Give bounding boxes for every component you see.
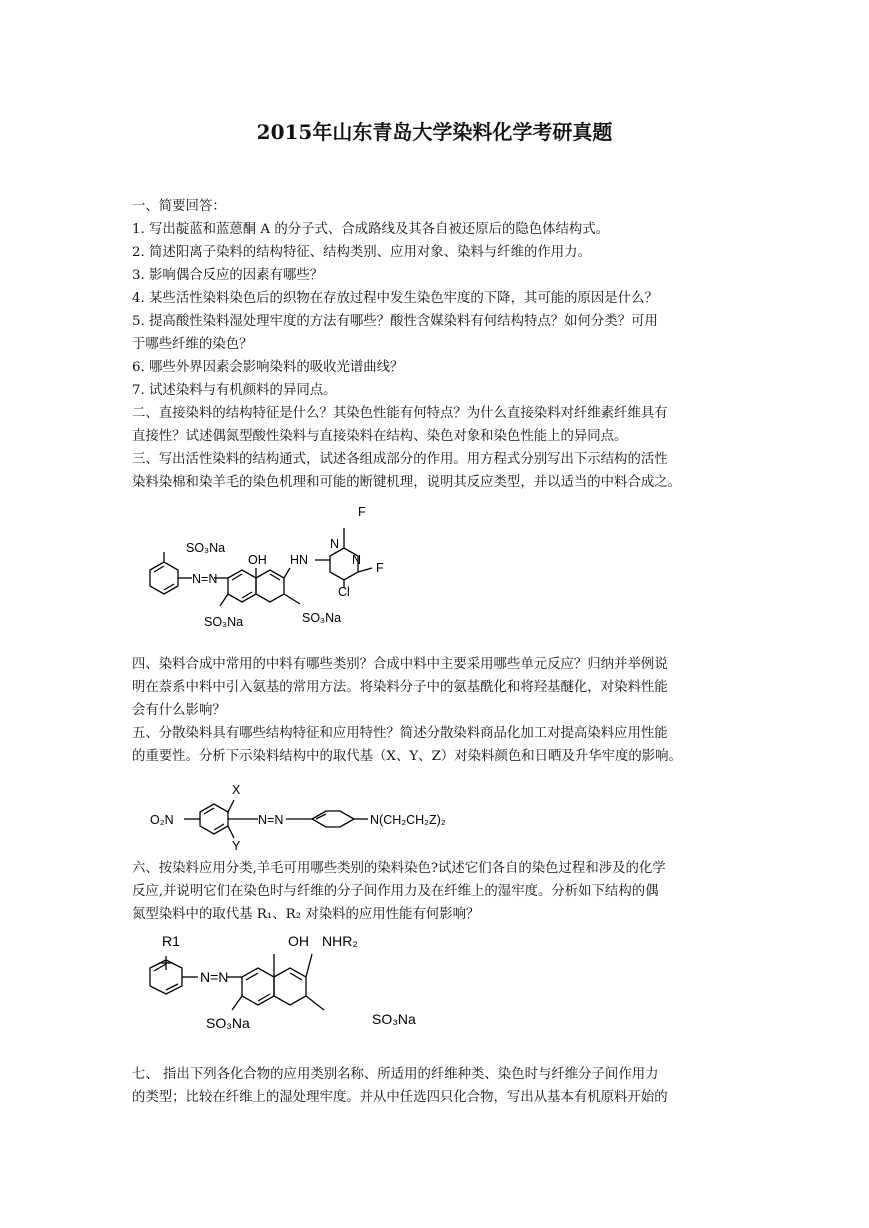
azo-label-2: N=N: [258, 813, 284, 827]
text-line: 二、直接染料的结构特征是什么？其染色性能有何特点？为什么直接染料对纤维素纤维具有: [132, 406, 668, 421]
text-line: 于哪些纤维的染色？: [132, 337, 253, 352]
f-label-1: F: [358, 505, 366, 519]
oh-label-1: OH: [248, 553, 267, 567]
oh-label-2: OH: [288, 933, 309, 949]
text-line: 染料染棉和染羊毛的染色机理和可能的断键机理，说明其反应类型，并以适当的中料合成之。: [132, 475, 682, 490]
azo-label-3: N=N: [200, 969, 229, 985]
nhr2-label: NHR₂: [322, 933, 358, 949]
text-line: 直接性？试述偶氮型酸性染料与直接染料在结构、染色对象和染色性能上的异同点。: [132, 429, 628, 444]
text-line: 氮型染料中的取代基 R₁、R₂ 对染料的应用性能有何影响？: [132, 907, 480, 922]
text-line: 六、按染料应用分类,羊毛可用哪些类别的染料染色?试述它们各自的染色过程和涉及的化学: [132, 861, 666, 876]
so3na-label-4: SO₃Na: [206, 1015, 250, 1031]
text-line: 明在萘系中料中引入氨基的常用方法。将染料分子中的氨基酰化和将羟基醚化，对染料性能: [132, 680, 668, 695]
page-title: 2015年山东青岛大学染料化学考研真题: [256, 120, 613, 144]
text-line: 一、简要回答：: [132, 199, 226, 214]
hn-label-1: HN: [290, 553, 309, 567]
x-label: X: [232, 783, 241, 797]
azo-dye-structure: [140, 930, 440, 1050]
text-line: 的类型；比较在纤维上的湿处理牢度。并从中任选四只化合物，写出从基本有机原料开始的: [132, 1090, 668, 1105]
reactive-dye-structure: [140, 498, 440, 638]
text-line: 1. 写出靛蓝和蓝蒽酮 A 的分子式、合成路线及其各自被还原后的隐色体结构式。: [132, 222, 610, 237]
text-line: 反应,并说明它们在染色时与纤维的分子间作用力及在纤维上的湿牢度。分析如下结构的偶: [132, 884, 659, 899]
r1-label: R1: [162, 933, 180, 949]
text-line: 会有什么影响？: [132, 703, 226, 718]
text-line: 四、染料合成中常用的中料有哪些类别？合成中料中主要采用哪些单元反应？归纳并举例说: [132, 657, 668, 672]
so3na-label-2: SO₃Na: [204, 615, 244, 629]
n-label-2: N: [352, 553, 362, 567]
so3na-label-3: SO₃Na: [302, 611, 342, 625]
y-label: Y: [232, 839, 241, 853]
text-line: 3. 影响偶合反应的因素有哪些？: [132, 268, 324, 283]
n-label-1: N: [330, 537, 340, 551]
f-label-2: F: [376, 561, 384, 575]
text-line: 2. 简述阳离子染料的结构特征、结构类别、应用对象、染料与纤维的作用力。: [132, 245, 591, 260]
text-line: 4. 某些活性染料染色后的织物在存放过程中发生染色牢度的下降，其可能的原因是什么？: [132, 291, 658, 306]
text-line: 的重要性。分析下示染料结构中的取代基（X、Y、Z）对染料颜色和日晒及升华牢度的影响。: [132, 749, 682, 764]
text-line: 五、分散染料具有哪些结构特征和应用特性？简述分散染料商品化加工对提高染料应用性能: [132, 726, 668, 741]
disperse-dye-structure: [140, 770, 470, 854]
so3na-label-1: SO₃Na: [186, 541, 226, 555]
amine-label: N(CH₂CH₂Z)₂: [370, 813, 446, 827]
so3na-label-5: SO₃Na: [372, 1011, 416, 1027]
cl-label-1: Cl: [338, 585, 350, 599]
text-line: 7. 试述染料与有机颜料的异同点。: [132, 383, 337, 398]
text-line: 三、写出活性染料的结构通式，试述各组成部分的作用。用方程式分别写出下示结构的活性: [132, 452, 668, 467]
text-line: 5. 提高酸性染料湿处理牢度的方法有哪些？酸性含媒染料有何结构特点？如何分类？可用: [132, 314, 658, 329]
text-line: 七、 指出下列各化合物的应用类别名称、所适用的纤维种类、染色时与纤维分子间作用力: [132, 1067, 659, 1082]
azo-label-1: N=N: [192, 572, 218, 586]
text-line: 6. 哪些外界因素会影响染料的吸收光谱曲线？: [132, 360, 404, 375]
o2n-label: O₂N: [150, 813, 174, 827]
